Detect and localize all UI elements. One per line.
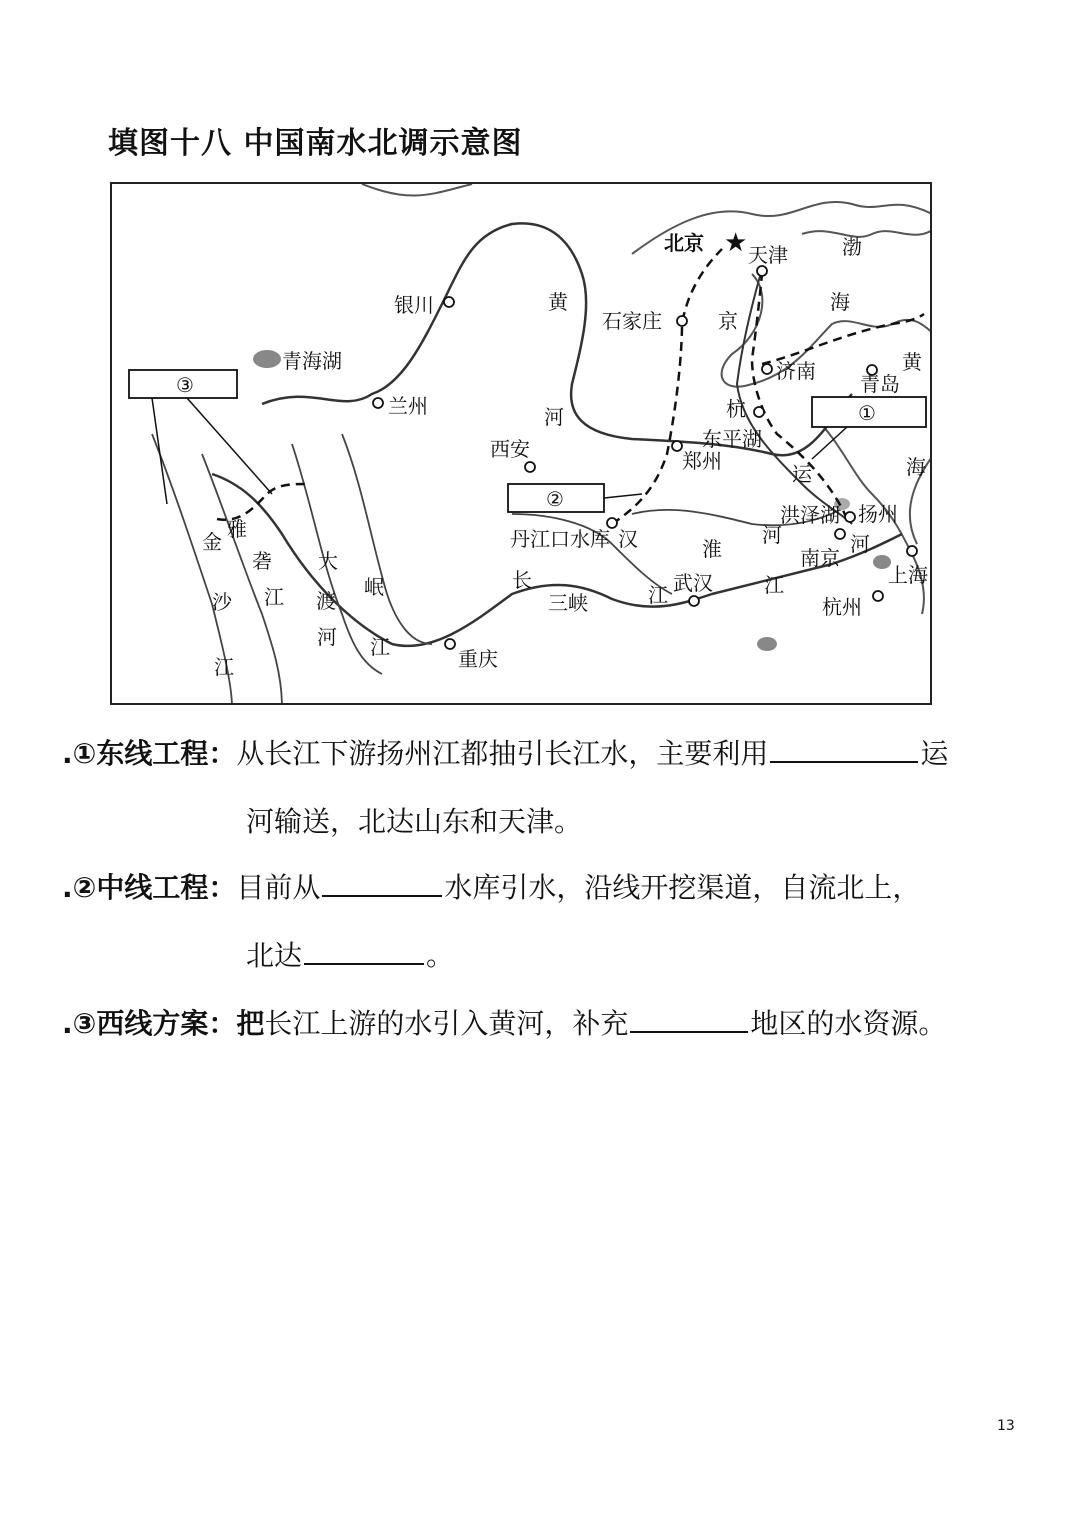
label-beijing: 北京 — [664, 231, 704, 255]
label-huang-river-he: 河 — [544, 405, 564, 429]
label-yangzhou: 扬州 — [858, 502, 898, 526]
label-jiang: 江 — [648, 583, 668, 607]
city-dot — [689, 596, 699, 606]
label-chongqing: 重庆 — [458, 647, 498, 671]
label-wuhan: 武汉 — [673, 571, 713, 595]
label-yinchuan: 银川 — [394, 293, 434, 317]
poyang-lake — [757, 637, 777, 651]
city-dot — [677, 316, 687, 326]
question-lead: .①东线工程： — [62, 737, 237, 770]
map-canvas — [112, 184, 932, 705]
label-yalong-1: 雅 — [227, 517, 247, 541]
question-text: 北达 — [246, 939, 303, 972]
label-qinghai-lake: 青海湖 — [282, 349, 342, 373]
question-text: 地区的水资源。 — [750, 1007, 947, 1040]
question-text: 水库引水，沿线开挖渠道，自流北上， — [444, 871, 921, 904]
label-three-gorges: 三峡 — [548, 591, 588, 615]
question-lead: .②中线工程： — [62, 871, 237, 904]
min-river — [342, 434, 432, 644]
question-lead-extra: 把 — [236, 1007, 265, 1040]
label-qingdao: 青岛 — [860, 372, 900, 396]
marker-3: ③ — [176, 373, 194, 397]
city-dot — [907, 546, 917, 556]
water-diversion-map — [110, 182, 932, 705]
page-title: 填图十八 中国南水北调示意图 — [108, 126, 523, 161]
coastline — [802, 229, 932, 237]
city-dot — [525, 462, 535, 472]
label-huai: 淮 — [702, 537, 722, 561]
label-tianjin: 天津 — [748, 243, 788, 267]
label-hangzhou: 杭州 — [822, 595, 862, 619]
label-danjiangkou: 丹江口水库 — [510, 527, 610, 551]
page-number: 13 — [997, 1418, 1015, 1434]
label-huang-river: 黄 — [548, 290, 568, 314]
city-dot — [762, 364, 772, 374]
city-dot — [444, 297, 454, 307]
label-huai-he: 河 — [762, 523, 782, 547]
west-route — [217, 484, 307, 520]
question-middle-line-cont — [246, 934, 454, 974]
label-yellow-sea-2: 海 — [906, 455, 926, 479]
label-jiang-2: 江 — [764, 573, 784, 597]
label-dadu-2: 渡 — [316, 589, 336, 613]
label-min-2: 江 — [370, 635, 390, 659]
label-shanghai: 上海 — [888, 563, 928, 587]
capital-star-icon: ★ — [724, 228, 748, 258]
label-yalong-3: 江 — [264, 585, 284, 609]
label-lanzhou: 兰州 — [388, 394, 428, 418]
question-text: 长江上游的水引入黄河，补充 — [264, 1007, 629, 1040]
question-middle-line — [62, 866, 920, 906]
label-yun: 运 — [792, 462, 812, 486]
question-east-line — [62, 732, 948, 772]
label-nanjing: 南京 — [800, 546, 840, 570]
label-jing: 京 — [718, 309, 738, 333]
city-dot — [873, 591, 883, 601]
label-han-river: 汉 — [618, 527, 638, 551]
label-jinsha-1: 金 — [202, 530, 222, 554]
city-dot — [672, 441, 682, 451]
city-dot — [757, 266, 767, 276]
question-west-line — [62, 1002, 946, 1042]
label-shijiazhuang: 石家庄 — [602, 309, 662, 333]
city-dot — [373, 398, 383, 408]
question-text: 。 — [426, 939, 455, 972]
han-river — [512, 514, 672, 594]
city-dot — [845, 512, 855, 522]
answer-blank[interactable] — [322, 867, 442, 897]
question-east-line-cont: 河输送，北达山东和天津。 — [246, 805, 583, 838]
question-text: 从长江下游扬州江都抽引长江水，主要利用 — [236, 737, 769, 770]
middle-route — [612, 249, 722, 524]
question-lead: .③西线方案： — [62, 1007, 237, 1040]
label-yellow-sea-1: 黄 — [902, 350, 922, 374]
label-jinsha-3: 江 — [214, 655, 234, 679]
label-jinan: 济南 — [776, 359, 816, 383]
label-xian: 西安 — [490, 437, 530, 461]
answer-blank[interactable] — [770, 733, 918, 763]
label-jinsha-2: 沙 — [212, 590, 232, 614]
label-hang: 杭 — [726, 397, 746, 421]
marker-2: ② — [546, 487, 564, 511]
label-zhengzhou: 郑州 — [682, 449, 722, 473]
label-min-1: 岷 — [364, 575, 384, 599]
marker-1: ① — [858, 401, 876, 425]
answer-blank[interactable] — [630, 1003, 748, 1033]
city-dot — [754, 407, 764, 417]
question-text: 运 — [920, 737, 949, 770]
label-dongping-lake: 东平湖 — [702, 427, 762, 451]
city-dot — [835, 529, 845, 539]
label-chang: 长 — [512, 568, 532, 592]
label-dadu-3: 河 — [317, 625, 337, 649]
label-bohai-1: 渤 — [842, 235, 862, 259]
label-dadu-1: 大 — [318, 549, 338, 573]
city-dot — [445, 639, 455, 649]
label-bohai-2: 海 — [830, 290, 850, 314]
answer-blank[interactable] — [304, 935, 424, 965]
border-line — [362, 184, 472, 196]
question-text: 目前从 — [236, 871, 321, 904]
label-yalong-2: 砻 — [252, 549, 272, 573]
label-canal-he: 河 — [850, 532, 870, 556]
label-hongze-lake: 洪泽湖 — [780, 503, 840, 527]
qinghai-lake — [253, 350, 281, 368]
